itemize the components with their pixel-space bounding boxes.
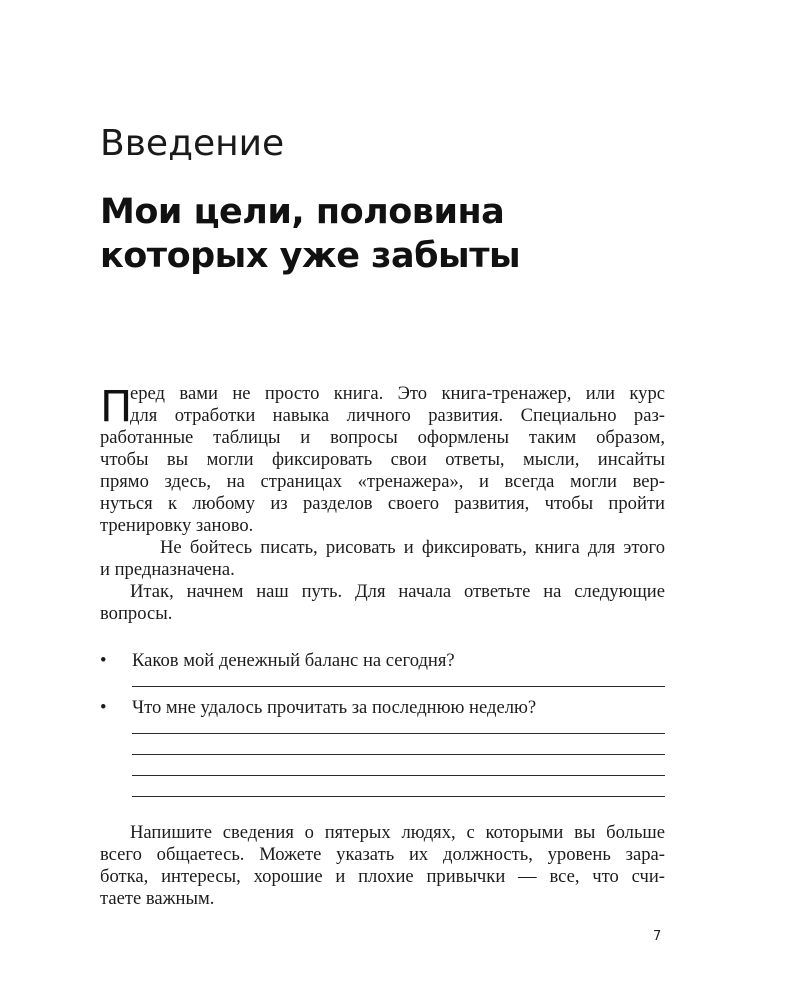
bullet: • [100, 650, 107, 671]
intro-line: для отработки навыка личного развития. Специально раз- [130, 405, 665, 426]
answer-line[interactable] [132, 775, 665, 776]
question-text: Каков мой денежный баланс на сегодня? [132, 650, 455, 671]
chapter-title-line-2: которых уже забыты [100, 236, 521, 276]
section-label: Введение [100, 123, 285, 164]
closing-line: Напишите сведения о пятерых людях, с которыми вы больше [130, 822, 665, 843]
body-text [100, 383, 665, 625]
intro-line: прямо здесь, на страницах «тренажера», и всегда могли вер- [100, 471, 665, 492]
page-number: 7 [653, 929, 662, 944]
intro-paragraph [100, 383, 665, 537]
closing-line: ботка, интересы, хорошие и плохие привычки — все, что счи- [100, 866, 665, 887]
bullet: • [100, 697, 107, 718]
answer-line[interactable] [132, 796, 665, 797]
closing-paragraph [100, 822, 665, 910]
answer-line[interactable] [132, 733, 665, 734]
intro-line: работанные таблицы и вопросы оформлены таким образом, [100, 427, 665, 448]
answer-line[interactable] [132, 754, 665, 755]
closing-line: таете важным. [100, 888, 215, 909]
chapter-title [100, 190, 700, 278]
drop-cap: П [100, 382, 133, 432]
closing-line: всего общаетесь. Можете указать их должность, уровень зара- [100, 844, 665, 865]
paragraph-line: Итак, начнем наш путь. Для начала ответьте на следующие [130, 581, 665, 602]
chapter-title-line-1: Мои цели, половина [100, 192, 505, 232]
paragraph-line: Не бойтесь писать, рисовать и фиксировать, книга для этого [160, 537, 665, 558]
intro-line: тренировку заново. [100, 515, 254, 536]
paragraph-3 [100, 581, 665, 625]
answer-line[interactable] [132, 686, 665, 687]
paragraph-line: и предназначена. [100, 559, 235, 580]
paragraph-line: вопросы. [100, 603, 173, 624]
paragraph-2 [100, 537, 665, 581]
intro-line: нуться к любому из разделов своего развития, чтобы пройти [100, 493, 665, 514]
question-item [100, 697, 665, 719]
question-text: Что мне удалось прочитать за последнюю неделю? [132, 697, 537, 718]
intro-line: чтобы вы могли фиксировать свои ответы, мысли, инсайты [100, 449, 665, 470]
question-item [100, 650, 665, 672]
question-list [100, 650, 665, 797]
intro-line: еред вами не просто книга. Это книга-тренажер, или курс [130, 383, 665, 404]
